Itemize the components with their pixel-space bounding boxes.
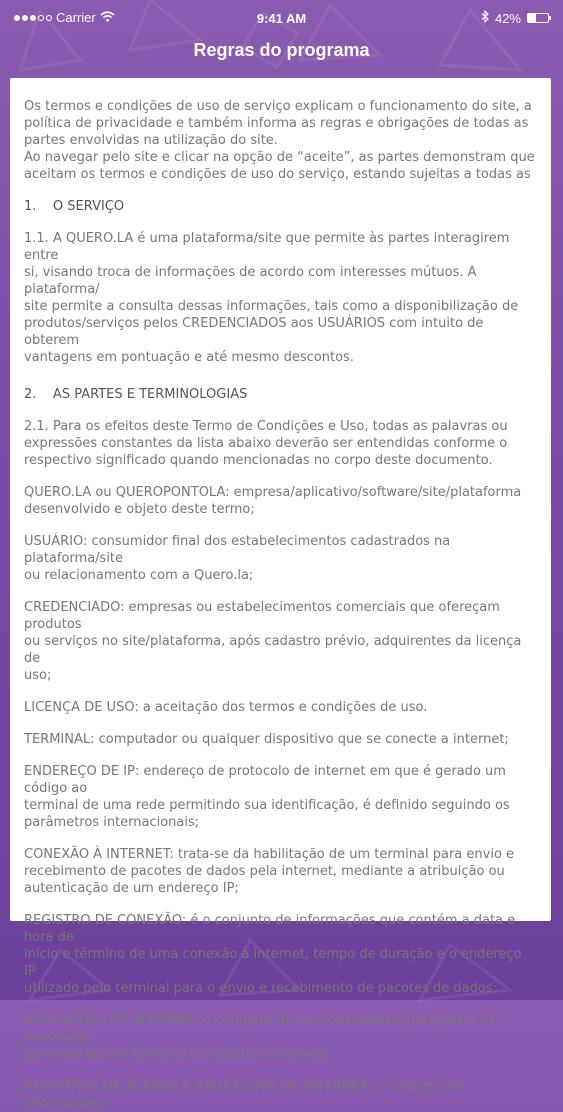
battery-fill <box>528 14 536 22</box>
bluetooth-icon <box>481 10 489 26</box>
section-text-partes: 2.1. Para os efeitos deste Termo de Condições e Uso, todas as palavras ou expressões constantes da lista abaixo deverão ser entendidas conforme o respectivo significado quando mencionadas no corpo deste documento. <box>24 419 508 468</box>
status-bar <box>0 0 563 38</box>
definition-credenciado: CREDENCIADO: empresas ou estabelecimentos comerciais que ofereçam produtos ou serviços no site/plataforma, após cadastro prévio, adquirentes da licença de uso; <box>24 600 522 683</box>
status-time: 9:41 AM <box>256 11 307 26</box>
battery-icon <box>527 13 549 23</box>
section-text-servico: 1.1. A QUERO.LA é uma plataforma/site que permite às partes interagirem entre si, visando troca de informações de acordo com interesses mútuos. A plataforma/ site permite a consulta dessas informações, tais como a disponibilização de produtos/serviços pelos CREDENCIADOS aos USUÁRIOS com intuito de obterem vantagens em pontuação e até mesmo descontos. <box>24 231 519 365</box>
carrier-label: Carrier <box>56 10 96 25</box>
page-title: Regras do programa <box>193 40 370 60</box>
definition-quero-la: QUERO.LA ou QUEROPONTOLA: empresa/aplicativo/software/site/plataforma desenvolvido e objeto deste termo; <box>24 485 522 517</box>
definition-licenca: LICENÇA DE USO: a aceitação dos termos e condições de uso. <box>24 700 428 715</box>
section-title-partes: 2. AS PARTES E TERMINOLOGIAS <box>24 387 248 402</box>
definition-registros-acesso: REGISTROS DE ACESSO A APLICAÇÕES DE INTERNET: o conjunto de informações <box>24 1079 464 1111</box>
terms-intro: Os termos e condições de uso de serviço explicam o funcionamento do site, a política de privacidade e também informa as regras e obrigações de todas as partes envolvidas na utilização do site. Ao navegar pelo site e clicar na opção de “aceite”, as partes demonstram que aceitam os termos e condições de uso do serviço, estando sujeitas a todas as <box>24 99 535 182</box>
definition-aplicacoes: APLICAÇÕES DE INTERNET: o conjunto de funcionalidades que podem ser acessadas por meio de um terminal conectado à internet; <box>24 1013 502 1062</box>
definition-terminal: TERMINAL: computador ou qualquer dispositivo que se conecte a internet; <box>24 732 509 747</box>
battery-percent: 42% <box>494 10 521 26</box>
definition-usuario: USUÁRIO: consumidor final dos estabelecimentos cadastrados na plataforma/site ou relacionamento com a Quero.la; <box>24 534 451 583</box>
terms-card[interactable] <box>10 78 551 1111</box>
terms-content <box>10 78 551 1112</box>
status-right <box>481 10 549 26</box>
definition-ip: ENDEREÇO DE IP: endereço de protocolo de internet em que é gerado um código ao terminal de uma rede permitindo sua identificação, é definido seguindo os parâmetros internacionais; <box>24 764 510 830</box>
section-title-servico: 1. O SERVIÇO <box>24 199 125 214</box>
definition-registro-conexao: REGISTRO DE CONEXÃO: é o conjunto de informações que contém a data e hora de início e término de uma conexão à internet, tempo de duração e o endereço IP utilizado pelo terminal para o envio e recebimento de pacotes de dados; <box>24 913 522 996</box>
definition-conexao: CONEXÃO À INTERNET: trata-se da habilitação de um terminal para envio e recebimento de pacotes de dados pela internet, mediante a atribuição ou autenticação de um endereço IP; <box>24 847 515 896</box>
